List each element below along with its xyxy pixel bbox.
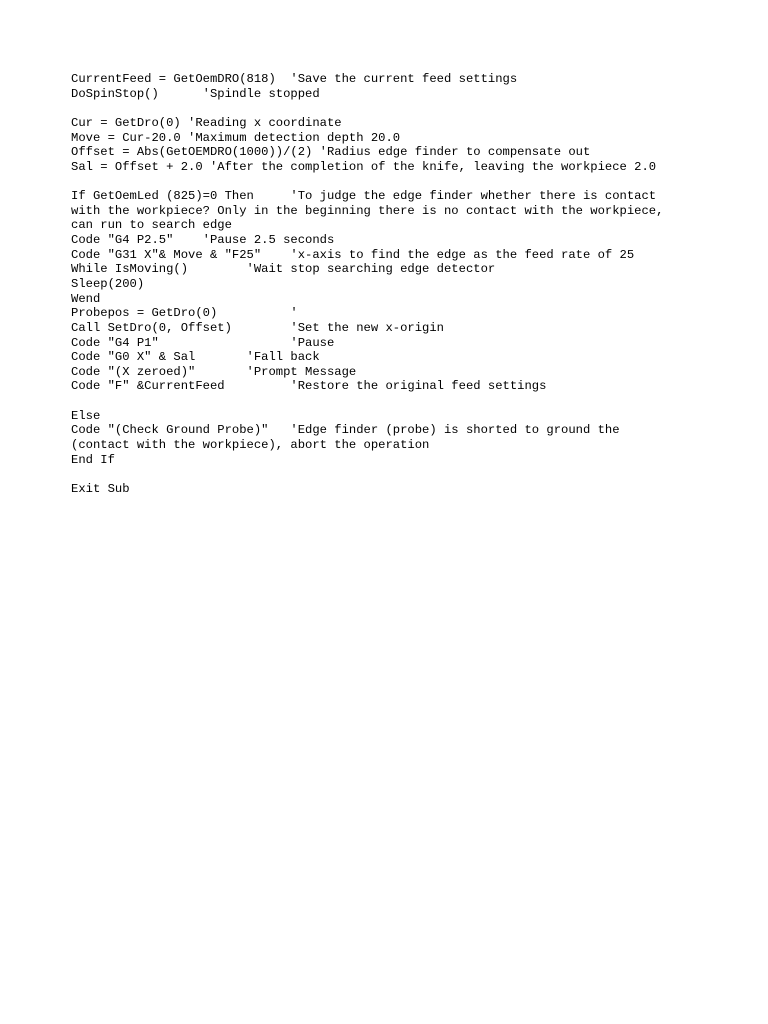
code-line: can run to search edge <box>71 218 232 233</box>
code-line: Code "G31 X"& Move & "F25" 'x-axis to find the edge as the feed rate of 25 <box>71 247 635 262</box>
code-line: If GetOemLed (825)=0 Then 'To judge the edge finder whether there is contact <box>71 189 657 204</box>
code-line: Code "F" &CurrentFeed 'Restore the original feed settings <box>71 379 547 394</box>
code-line: Code "G4 P1" 'Pause <box>71 335 335 350</box>
code-line: CurrentFeed = GetOemDRO(818) 'Save the current feed settings <box>71 72 518 86</box>
code-line: Call SetDro(0, Offset) 'Set the new x-origin <box>71 320 444 335</box>
code-line: Cur = GetDro(0) 'Reading x coordinate <box>71 115 342 130</box>
code-line: Move = Cur-20.0 'Maximum detection depth 20.0 <box>71 130 401 145</box>
code-line: Code "(Check Ground Probe)" 'Edge finder (probe) is shorted to ground the <box>71 423 620 438</box>
document-page <box>71 72 731 497</box>
code-line: with the workpiece? Only in the beginning there is no contact with the workpiece, <box>71 203 664 218</box>
blank-line <box>71 101 731 116</box>
code-line: Sal = Offset + 2.0 'After the completion of the knife, leaving the workpiece 2.0 <box>71 159 657 174</box>
code-line: (contact with the workpiece), abort the operation <box>71 438 430 453</box>
blank-line <box>71 174 731 189</box>
code-line: Else <box>71 408 101 423</box>
code-line: Wend <box>71 291 101 306</box>
code-line: Probepos = GetDro(0) ' <box>71 306 298 321</box>
code-line: Offset = Abs(GetOEMDRO(1000))/(2) 'Radius edge finder to compensate out <box>71 145 591 160</box>
code-line: Sleep(200) <box>71 276 145 291</box>
code-line: While IsMoving() 'Wait stop searching edge detector <box>71 262 496 277</box>
code-line: DoSpinStop() 'Spindle stopped <box>71 86 320 101</box>
blank-line <box>71 467 731 482</box>
code-line: Code "G0 X" & Sal 'Fall back <box>71 350 320 365</box>
code-line: Exit Sub <box>71 481 130 496</box>
code-line: End If <box>71 452 115 467</box>
code-line: Code "(X zeroed)" 'Prompt Message <box>71 364 357 379</box>
code-line: Code "G4 P2.5" 'Pause 2.5 seconds <box>71 233 335 248</box>
blank-line <box>71 394 731 409</box>
